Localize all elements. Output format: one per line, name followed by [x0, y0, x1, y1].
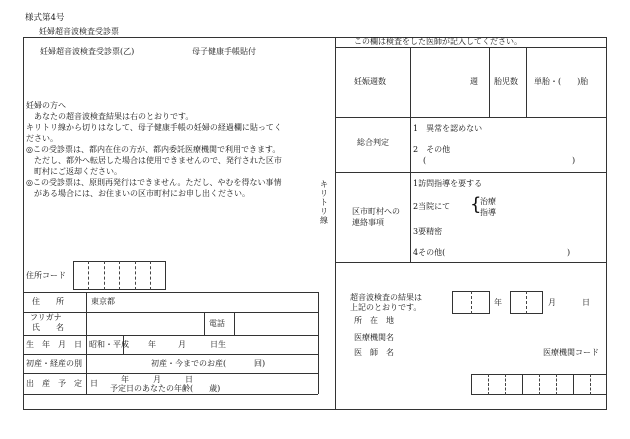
judgment-option-normal[interactable]: 1 異常を認めない: [413, 124, 483, 133]
form-title: 妊婦超音波検査受診票: [39, 27, 119, 36]
fetus-type[interactable]: 単胎・( )胎: [534, 77, 589, 86]
birth-month-unit: 月: [178, 340, 186, 349]
notice-line: あなたの超音波検査結果は右のとおりです。: [26, 112, 194, 121]
row-line: [23, 292, 318, 293]
row-line: [23, 394, 318, 395]
name-field[interactable]: [90, 314, 200, 332]
liaison-option-other[interactable]: 4その他(: [413, 248, 446, 257]
notice-line: キリトリ線から切りはなして、母子健康手帳の妊婦の経過欄に貼ってく: [26, 123, 282, 132]
doctor-instruction: この欄は検査をした医師が記入してください。: [354, 37, 522, 46]
institution-code-label: 医療機関コード: [543, 348, 599, 357]
fetus-count-label: 胎児数: [494, 77, 518, 86]
phone-divider: [234, 312, 235, 335]
due-date-ymd[interactable]: 年 月 日: [121, 375, 193, 384]
code-digit-divider: [488, 374, 489, 395]
result-statement-line1: 超音波検査の結果は: [350, 293, 422, 302]
phone-divider: [204, 312, 205, 335]
year-unit: 年: [494, 298, 502, 307]
ticket-title: 妊婦超音波検査受診票(乙): [40, 47, 135, 56]
liaison-treat[interactable]: 治療: [480, 197, 496, 206]
judgment-label: 総合判定: [357, 138, 389, 147]
birth-day-unit: 日生: [210, 340, 226, 349]
row-line: [23, 312, 318, 313]
liaison-label-line1: 区市町村への: [352, 207, 400, 216]
liaison-other-close: ): [567, 248, 571, 257]
parity-unit: 回): [254, 359, 266, 368]
digit-divider: [471, 291, 472, 314]
weeks-unit[interactable]: 週: [470, 77, 478, 86]
doctor-name-label: 医 師 名: [354, 348, 394, 357]
cut-line-label: キリトリ線: [320, 180, 328, 225]
code-digit-divider: [135, 261, 136, 290]
parity-value[interactable]: 初産・今までのお産(: [151, 359, 227, 368]
code-digit-divider: [539, 374, 540, 395]
result-statement-line2: 上記のとおりです。: [350, 303, 422, 312]
liaison-option-detailed[interactable]: 3要精密: [413, 227, 443, 236]
due-date-label: 出 産 予 定 日: [26, 379, 98, 388]
brace-icon: {: [470, 194, 482, 215]
liaison-option-visit[interactable]: 1訪問指導を要する: [413, 179, 483, 188]
row-line: [335, 117, 607, 118]
code-digit-divider: [88, 261, 89, 290]
code-digit-divider: [505, 374, 506, 395]
parity-label: 初産・経産の別: [26, 359, 82, 368]
judgment-paren-open: (: [423, 156, 427, 165]
notice-heading: 妊婦の方へ: [26, 101, 66, 110]
notice-line: ◎この受診票は、都内在住の方が、都内委託医療機関で利用できます。: [26, 145, 281, 154]
birth-era[interactable]: 昭和・平成: [89, 340, 129, 349]
label-column-divider: [410, 47, 411, 263]
notice-line: ◎この受診票は、原則再発行はできません。ただし、やむを得ない事情: [26, 178, 282, 187]
judgment-option-other[interactable]: 2 その他: [413, 145, 451, 154]
notice-line: がある場合には、お住まいの区市町村にお申し出ください。: [26, 189, 250, 198]
birth-year-unit: 年: [148, 340, 156, 349]
liaison-label-line2: 連絡事項: [352, 218, 384, 227]
attach-note: 母子健康手帳貼付: [192, 47, 256, 56]
code-digit-divider: [590, 374, 591, 395]
notice-line: 町村にご返却ください。: [26, 167, 122, 176]
birth-label: 生 年 月 日: [26, 340, 82, 349]
address-label: 住 所: [32, 297, 64, 306]
notice-line: ださい。: [26, 134, 58, 143]
furigana-label: フリガナ: [30, 313, 62, 322]
due-date-age[interactable]: 予定日のあなたの年齢( 歳): [110, 384, 221, 393]
gest-weeks-label: 妊娠週数: [354, 77, 386, 86]
judgment-paren-close: ): [572, 156, 576, 165]
month-unit: 月: [548, 298, 556, 307]
code-digit-divider: [522, 374, 523, 395]
digit-divider: [526, 291, 527, 314]
institution-name-label: 医療機関名: [354, 333, 394, 342]
form-number: 様式第4号: [25, 13, 65, 23]
row-line: [335, 172, 607, 173]
notice-line: ただし、都外へ転居した場合は使用できませんので、発行された区市: [26, 156, 282, 165]
code-digit-divider: [556, 374, 557, 395]
address-code-label: 住所コード: [26, 271, 66, 280]
code-digit-divider: [573, 374, 574, 395]
row-line: [23, 335, 318, 336]
row-line: [23, 354, 318, 355]
row-line: [23, 373, 318, 374]
weeks-divider: [526, 47, 527, 117]
liaison-option-clinic[interactable]: 2当院にて: [413, 202, 451, 211]
code-digit-divider: [104, 261, 105, 290]
day-unit: 日: [582, 298, 590, 307]
table-right-border: [318, 292, 319, 394]
code-digit-divider: [150, 261, 151, 290]
code-digit-divider: [119, 261, 120, 290]
phone-label: 電話: [209, 319, 225, 328]
name-label: 氏 名: [32, 323, 64, 332]
liaison-guide[interactable]: 指導: [480, 208, 496, 217]
weeks-divider: [489, 47, 490, 117]
address-value[interactable]: 東京都: [91, 297, 115, 306]
location-label: 所 在 地: [354, 316, 394, 325]
